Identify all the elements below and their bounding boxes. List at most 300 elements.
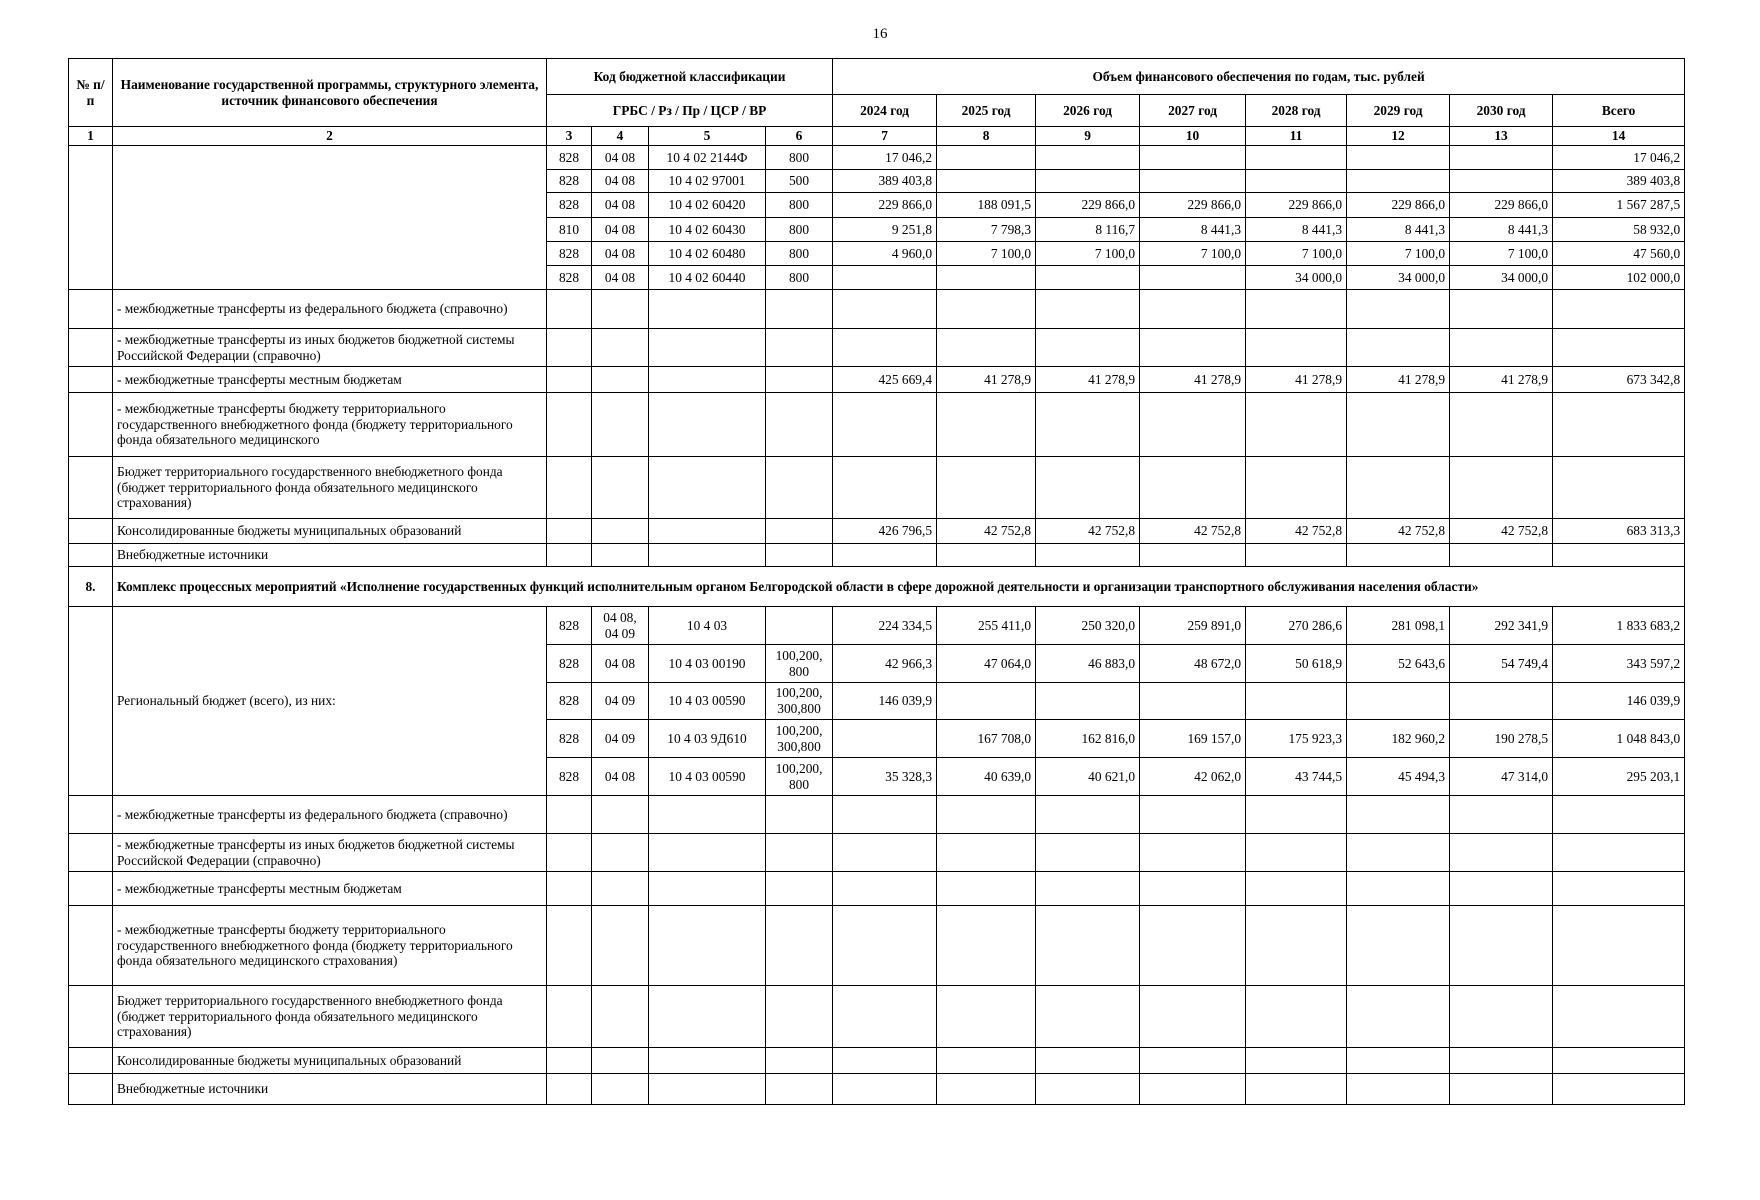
year-value-cell <box>833 544 937 567</box>
year-value-cell <box>1140 906 1246 986</box>
year-value-cell <box>1246 683 1347 720</box>
year-value-cell <box>1450 1074 1553 1105</box>
total-value-cell <box>1553 834 1685 872</box>
code-empty-cell <box>547 796 592 834</box>
code-vr-cell: 800 <box>766 193 833 218</box>
year-value-cell: 167 708,0 <box>937 720 1036 758</box>
year-value-cell <box>1036 986 1140 1048</box>
year-value-cell <box>833 872 937 906</box>
code-empty-cell <box>766 393 833 457</box>
row-name-cell: - межбюджетные трансферты бюджету территориального государственного внебюджетного фонда (бюджету территориального фонда обязательного медицинского <box>113 393 547 457</box>
year-value-cell <box>1450 796 1553 834</box>
code-empty-cell <box>766 872 833 906</box>
year-value-cell <box>833 906 937 986</box>
year-value-cell <box>1036 872 1140 906</box>
code-empty-cell <box>592 1074 649 1105</box>
code-vr-cell: 100,200, 800 <box>766 645 833 683</box>
total-value-cell: 47 560,0 <box>1553 242 1685 266</box>
year-value-cell: 42 752,8 <box>1036 519 1140 544</box>
year-value-cell <box>1450 683 1553 720</box>
year-value-cell: 162 816,0 <box>1036 720 1140 758</box>
total-value-cell: 58 932,0 <box>1553 218 1685 242</box>
year-value-cell <box>937 796 1036 834</box>
year-value-cell <box>937 393 1036 457</box>
year-value-cell <box>1450 872 1553 906</box>
column-number: 5 <box>649 127 766 146</box>
code-csr-cell: 10 4 02 2144Ф <box>649 146 766 170</box>
year-value-cell: 7 100,0 <box>1450 242 1553 266</box>
year-value-cell <box>1347 683 1450 720</box>
code-grbs-cell: 828 <box>547 266 592 290</box>
code-rz-pr-cell: 04 08 <box>592 193 649 218</box>
year-value-cell <box>1036 329 1140 367</box>
year-value-cell <box>1450 146 1553 170</box>
code-vr-cell: 100,200, 300,800 <box>766 683 833 720</box>
code-empty-cell <box>547 367 592 393</box>
code-csr-cell: 10 4 02 60430 <box>649 218 766 242</box>
year-value-cell <box>1347 986 1450 1048</box>
row-number-cell <box>69 872 113 906</box>
code-grbs-cell: 828 <box>547 720 592 758</box>
code-empty-cell <box>766 329 833 367</box>
code-empty-cell <box>649 290 766 329</box>
budget-table <box>68 58 1685 1105</box>
code-rz-pr-cell: 04 08 <box>592 242 649 266</box>
year-value-cell: 8 441,3 <box>1140 218 1246 242</box>
code-empty-cell <box>547 872 592 906</box>
row-number-cell <box>69 457 113 519</box>
year-value-cell <box>1450 290 1553 329</box>
code-empty-cell <box>766 1048 833 1074</box>
year-value-cell <box>937 544 1036 567</box>
year-value-cell <box>1140 544 1246 567</box>
year-value-cell <box>1347 146 1450 170</box>
year-value-cell <box>833 290 937 329</box>
year-value-cell <box>1246 329 1347 367</box>
row-name-cell: Бюджет территориального государственного внебюджетного фонда (бюджет территориального фонда обязательного медицинского страхования) <box>113 986 547 1048</box>
year-value-cell: 146 039,9 <box>833 683 937 720</box>
year-value-cell <box>1036 393 1140 457</box>
year-value-cell <box>937 290 1036 329</box>
year-value-cell <box>833 1048 937 1074</box>
code-empty-cell <box>592 329 649 367</box>
year-value-cell: 43 744,5 <box>1246 758 1347 796</box>
year-value-cell <box>937 906 1036 986</box>
code-vr-cell <box>766 607 833 645</box>
year-value-cell: 188 091,5 <box>937 193 1036 218</box>
year-value-cell: 175 923,3 <box>1246 720 1347 758</box>
row-number-cell <box>69 290 113 329</box>
total-value-cell: 389 403,8 <box>1553 170 1685 193</box>
total-value-cell: 102 000,0 <box>1553 266 1685 290</box>
year-value-cell <box>1347 906 1450 986</box>
year-value-cell <box>1140 1074 1246 1105</box>
row-name-cell: - межбюджетные трансферты из федерального бюджета (справочно) <box>113 796 547 834</box>
regional-budget-label: Региональный бюджет (всего), из них: <box>113 607 547 796</box>
table-row <box>69 834 1685 872</box>
column-number: 2 <box>113 127 547 146</box>
table-row <box>69 1074 1685 1105</box>
year-value-cell <box>1140 796 1246 834</box>
column-number: 11 <box>1246 127 1347 146</box>
column-number: 8 <box>937 127 1036 146</box>
year-value-cell: 426 796,5 <box>833 519 937 544</box>
year-value-cell: 9 251,8 <box>833 218 937 242</box>
year-value-cell: 7 798,3 <box>937 218 1036 242</box>
total-value-cell <box>1553 796 1685 834</box>
year-value-cell <box>1140 683 1246 720</box>
code-grbs-cell: 828 <box>547 683 592 720</box>
year-value-cell: 46 883,0 <box>1036 645 1140 683</box>
year-value-cell <box>1450 986 1553 1048</box>
column-number: 10 <box>1140 127 1246 146</box>
row-name-cell: Внебюджетные источники <box>113 1074 547 1105</box>
year-value-cell <box>1140 146 1246 170</box>
row-name-cell: - межбюджетные трансферты местным бюджетам <box>113 872 547 906</box>
year-value-cell <box>1246 906 1347 986</box>
code-empty-cell <box>592 834 649 872</box>
table-row <box>69 544 1685 567</box>
year-value-cell <box>1246 393 1347 457</box>
row-name-cell: - межбюджетные трансферты бюджету территориального государственного внебюджетного фонда (бюджету территориального фонда обязательного медицинского страхования) <box>113 906 547 986</box>
year-value-cell <box>1450 544 1553 567</box>
code-empty-cell <box>649 834 766 872</box>
column-number: 1 <box>69 127 113 146</box>
code-empty-cell <box>592 796 649 834</box>
total-value-cell <box>1553 986 1685 1048</box>
year-value-cell <box>937 266 1036 290</box>
year-value-cell <box>1140 393 1246 457</box>
year-value-cell: 224 334,5 <box>833 607 937 645</box>
total-value-cell: 1 567 287,5 <box>1553 193 1685 218</box>
code-empty-cell <box>649 1048 766 1074</box>
code-grbs-cell: 828 <box>547 607 592 645</box>
year-value-cell: 34 000,0 <box>1347 266 1450 290</box>
year-value-cell: 270 286,6 <box>1246 607 1347 645</box>
table-row <box>69 1048 1685 1074</box>
code-empty-cell <box>547 519 592 544</box>
year-value-cell: 259 891,0 <box>1140 607 1246 645</box>
year-value-cell <box>833 329 937 367</box>
year-value-cell: 229 866,0 <box>1140 193 1246 218</box>
code-csr-cell: 10 4 02 60480 <box>649 242 766 266</box>
code-csr-cell: 10 4 03 00590 <box>649 683 766 720</box>
table-row <box>69 290 1685 329</box>
code-empty-cell <box>547 329 592 367</box>
year-value-cell <box>1450 329 1553 367</box>
year-value-cell <box>1347 457 1450 519</box>
code-grbs-cell: 828 <box>547 242 592 266</box>
row-number-cell <box>69 367 113 393</box>
code-csr-cell: 10 4 03 9Д610 <box>649 720 766 758</box>
year-value-cell: 250 320,0 <box>1036 607 1140 645</box>
row-name-cell: - межбюджетные трансферты из иных бюджетов бюджетной системы Российской Федерации (справочно) <box>113 834 547 872</box>
year-value-cell <box>833 457 937 519</box>
year-value-cell: 42 752,8 <box>1140 519 1246 544</box>
year-value-cell <box>1036 266 1140 290</box>
row-name-cell: - межбюджетные трансферты из иных бюджетов бюджетной системы Российской Федерации (справочно) <box>113 329 547 367</box>
total-value-cell: 1 048 843,0 <box>1553 720 1685 758</box>
year-value-cell <box>1140 290 1246 329</box>
header-total: Всего <box>1553 95 1685 127</box>
year-value-cell <box>1347 834 1450 872</box>
table-body <box>69 146 1685 1105</box>
total-value-cell <box>1553 393 1685 457</box>
year-value-cell: 40 621,0 <box>1036 758 1140 796</box>
year-value-cell <box>833 834 937 872</box>
page-number: 16 <box>872 26 888 42</box>
year-value-cell <box>937 1048 1036 1074</box>
code-empty-cell <box>649 872 766 906</box>
code-empty-cell <box>592 544 649 567</box>
year-value-cell: 169 157,0 <box>1140 720 1246 758</box>
section-title-cell: Комплекс процессных мероприятий «Исполнение государственных функций исполнительным органом Белгородской области в сфере дорожной деятельности и организации транспортного обслуживания населения области» <box>113 567 1685 607</box>
year-value-cell: 425 669,4 <box>833 367 937 393</box>
year-value-cell: 8 116,7 <box>1036 218 1140 242</box>
year-value-cell <box>1246 986 1347 1048</box>
year-value-cell: 292 341,9 <box>1450 607 1553 645</box>
year-value-cell <box>1140 872 1246 906</box>
code-vr-cell: 800 <box>766 266 833 290</box>
year-value-cell: 4 960,0 <box>833 242 937 266</box>
header-year: 2025 год <box>937 95 1036 127</box>
year-value-cell <box>1036 683 1140 720</box>
row-name-cell: Внебюджетные источники <box>113 544 547 567</box>
year-value-cell <box>1140 1048 1246 1074</box>
code-rz-pr-cell: 04 08 <box>592 218 649 242</box>
code-empty-cell <box>592 290 649 329</box>
code-empty-cell <box>592 1048 649 1074</box>
row-number-cell <box>69 393 113 457</box>
code-rz-pr-cell: 04 08 <box>592 146 649 170</box>
year-value-cell <box>937 457 1036 519</box>
year-value-cell: 41 278,9 <box>1140 367 1246 393</box>
year-value-cell: 229 866,0 <box>1036 193 1140 218</box>
year-value-cell <box>1347 1048 1450 1074</box>
code-vr-cell: 800 <box>766 242 833 266</box>
year-value-cell <box>1246 290 1347 329</box>
year-value-cell <box>937 986 1036 1048</box>
year-value-cell: 7 100,0 <box>1347 242 1450 266</box>
code-grbs-cell: 828 <box>547 193 592 218</box>
column-number: 7 <box>833 127 937 146</box>
code-empty-cell <box>592 906 649 986</box>
year-value-cell <box>1450 457 1553 519</box>
code-vr-cell: 800 <box>766 146 833 170</box>
year-value-cell <box>1246 457 1347 519</box>
code-vr-cell: 100,200, 300,800 <box>766 720 833 758</box>
table-row <box>69 567 1685 607</box>
header-year: 2028 год <box>1246 95 1347 127</box>
code-empty-cell <box>547 986 592 1048</box>
year-value-cell <box>937 146 1036 170</box>
total-value-cell: 146 039,9 <box>1553 683 1685 720</box>
code-empty-cell <box>649 906 766 986</box>
year-value-cell <box>833 720 937 758</box>
year-value-cell <box>1036 906 1140 986</box>
row-number-cell <box>69 607 113 796</box>
year-value-cell <box>1036 146 1140 170</box>
code-empty-cell <box>547 290 592 329</box>
year-value-cell <box>937 834 1036 872</box>
year-value-cell <box>1347 796 1450 834</box>
header-volume-group: Объем финансового обеспечения по годам, тыс. рублей <box>833 59 1685 95</box>
year-value-cell: 41 278,9 <box>1347 367 1450 393</box>
year-value-cell: 50 618,9 <box>1246 645 1347 683</box>
header-year: 2026 год <box>1036 95 1140 127</box>
code-rz-pr-cell: 04 09 <box>592 720 649 758</box>
year-value-cell <box>1347 290 1450 329</box>
table-row <box>69 796 1685 834</box>
code-vr-cell: 800 <box>766 218 833 242</box>
year-value-cell: 229 866,0 <box>1347 193 1450 218</box>
total-value-cell: 673 342,8 <box>1553 367 1685 393</box>
column-number: 4 <box>592 127 649 146</box>
year-value-cell <box>1347 393 1450 457</box>
year-value-cell: 281 098,1 <box>1347 607 1450 645</box>
column-number: 12 <box>1347 127 1450 146</box>
year-value-cell <box>1347 872 1450 906</box>
code-empty-cell <box>766 986 833 1048</box>
year-value-cell: 8 441,3 <box>1450 218 1553 242</box>
total-value-cell <box>1553 457 1685 519</box>
code-grbs-cell: 828 <box>547 146 592 170</box>
year-value-cell: 255 411,0 <box>937 607 1036 645</box>
header-no: № п/п <box>69 59 113 127</box>
row-number-cell <box>69 146 113 290</box>
code-empty-cell <box>766 519 833 544</box>
code-empty-cell <box>766 796 833 834</box>
year-value-cell <box>1450 906 1553 986</box>
code-grbs-cell: 828 <box>547 645 592 683</box>
column-number: 6 <box>766 127 833 146</box>
code-empty-cell <box>649 329 766 367</box>
row-number-cell <box>69 1074 113 1105</box>
year-value-cell: 47 314,0 <box>1450 758 1553 796</box>
year-value-cell: 229 866,0 <box>1450 193 1553 218</box>
code-empty-cell <box>592 457 649 519</box>
code-csr-cell: 10 4 02 60440 <box>649 266 766 290</box>
column-number: 3 <box>547 127 592 146</box>
year-value-cell <box>1036 457 1140 519</box>
year-value-cell <box>1036 290 1140 329</box>
year-value-cell <box>1246 1048 1347 1074</box>
year-value-cell <box>1140 329 1246 367</box>
year-value-cell <box>1140 266 1246 290</box>
code-empty-cell <box>649 457 766 519</box>
table-row <box>69 906 1685 986</box>
code-empty-cell <box>766 834 833 872</box>
year-value-cell <box>1246 170 1347 193</box>
table-row <box>69 519 1685 544</box>
total-value-cell <box>1553 290 1685 329</box>
row-name-cell: - межбюджетные трансферты из федерального бюджета (справочно) <box>113 290 547 329</box>
row-name-cell: Консолидированные бюджеты муниципальных образований <box>113 1048 547 1074</box>
year-value-cell <box>937 683 1036 720</box>
code-rz-pr-cell: 04 08 <box>592 170 649 193</box>
year-value-cell: 41 278,9 <box>1036 367 1140 393</box>
year-value-cell <box>1347 544 1450 567</box>
row-name-cell: Консолидированные бюджеты муниципальных образований <box>113 519 547 544</box>
total-value-cell <box>1553 329 1685 367</box>
year-value-cell <box>1140 986 1246 1048</box>
code-grbs-cell: 828 <box>547 758 592 796</box>
code-grbs-cell: 810 <box>547 218 592 242</box>
year-value-cell: 7 100,0 <box>1246 242 1347 266</box>
year-value-cell: 182 960,2 <box>1347 720 1450 758</box>
code-empty-cell <box>592 393 649 457</box>
total-value-cell: 343 597,2 <box>1553 645 1685 683</box>
year-value-cell: 7 100,0 <box>1140 242 1246 266</box>
header-name: Наименование государственной программы, структурного элемента, источник финансового обеспечения <box>113 59 547 127</box>
year-value-cell <box>1036 170 1140 193</box>
year-value-cell <box>1036 796 1140 834</box>
code-empty-cell <box>649 519 766 544</box>
year-value-cell: 389 403,8 <box>833 170 937 193</box>
year-value-cell: 34 000,0 <box>1246 266 1347 290</box>
total-value-cell <box>1553 1048 1685 1074</box>
row-number-cell <box>69 796 113 834</box>
year-value-cell <box>833 796 937 834</box>
year-value-cell <box>1140 170 1246 193</box>
code-empty-cell <box>766 367 833 393</box>
year-value-cell <box>1246 544 1347 567</box>
code-empty-cell <box>766 544 833 567</box>
year-value-cell <box>1036 544 1140 567</box>
year-value-cell: 42 752,8 <box>1347 519 1450 544</box>
total-value-cell: 295 203,1 <box>1553 758 1685 796</box>
year-value-cell <box>1347 1074 1450 1105</box>
year-value-cell <box>1450 1048 1553 1074</box>
year-value-cell <box>1450 393 1553 457</box>
code-empty-cell <box>649 796 766 834</box>
year-value-cell: 54 749,4 <box>1450 645 1553 683</box>
year-value-cell <box>937 329 1036 367</box>
year-value-cell: 41 278,9 <box>1450 367 1553 393</box>
code-csr-cell: 10 4 03 <box>649 607 766 645</box>
code-empty-cell <box>649 986 766 1048</box>
year-value-cell: 17 046,2 <box>833 146 937 170</box>
code-empty-cell <box>547 834 592 872</box>
row-name-cell: - межбюджетные трансферты местным бюджетам <box>113 367 547 393</box>
year-value-cell: 229 866,0 <box>833 193 937 218</box>
year-value-cell: 40 639,0 <box>937 758 1036 796</box>
code-empty-cell <box>592 986 649 1048</box>
year-value-cell <box>1246 796 1347 834</box>
table-row <box>69 393 1685 457</box>
year-value-cell <box>937 170 1036 193</box>
total-value-cell <box>1553 872 1685 906</box>
code-empty-cell <box>592 367 649 393</box>
year-value-cell <box>937 1074 1036 1105</box>
row-name-cell: Бюджет территориального государственного внебюджетного фонда (бюджет территориального фонда обязательного медицинского страхования) <box>113 457 547 519</box>
row-number-cell <box>69 906 113 986</box>
year-value-cell <box>1347 170 1450 193</box>
code-rz-pr-cell: 04 08 <box>592 645 649 683</box>
code-csr-cell: 10 4 02 97001 <box>649 170 766 193</box>
code-vr-cell: 500 <box>766 170 833 193</box>
year-value-cell: 229 866,0 <box>1246 193 1347 218</box>
year-value-cell: 42 062,0 <box>1140 758 1246 796</box>
year-value-cell: 48 672,0 <box>1140 645 1246 683</box>
year-value-cell <box>1036 834 1140 872</box>
code-empty-cell <box>766 290 833 329</box>
code-empty-cell <box>649 393 766 457</box>
code-empty-cell <box>547 1074 592 1105</box>
table-row <box>69 986 1685 1048</box>
section-number-cell: 8. <box>69 567 113 607</box>
header-year: 2030 год <box>1450 95 1553 127</box>
